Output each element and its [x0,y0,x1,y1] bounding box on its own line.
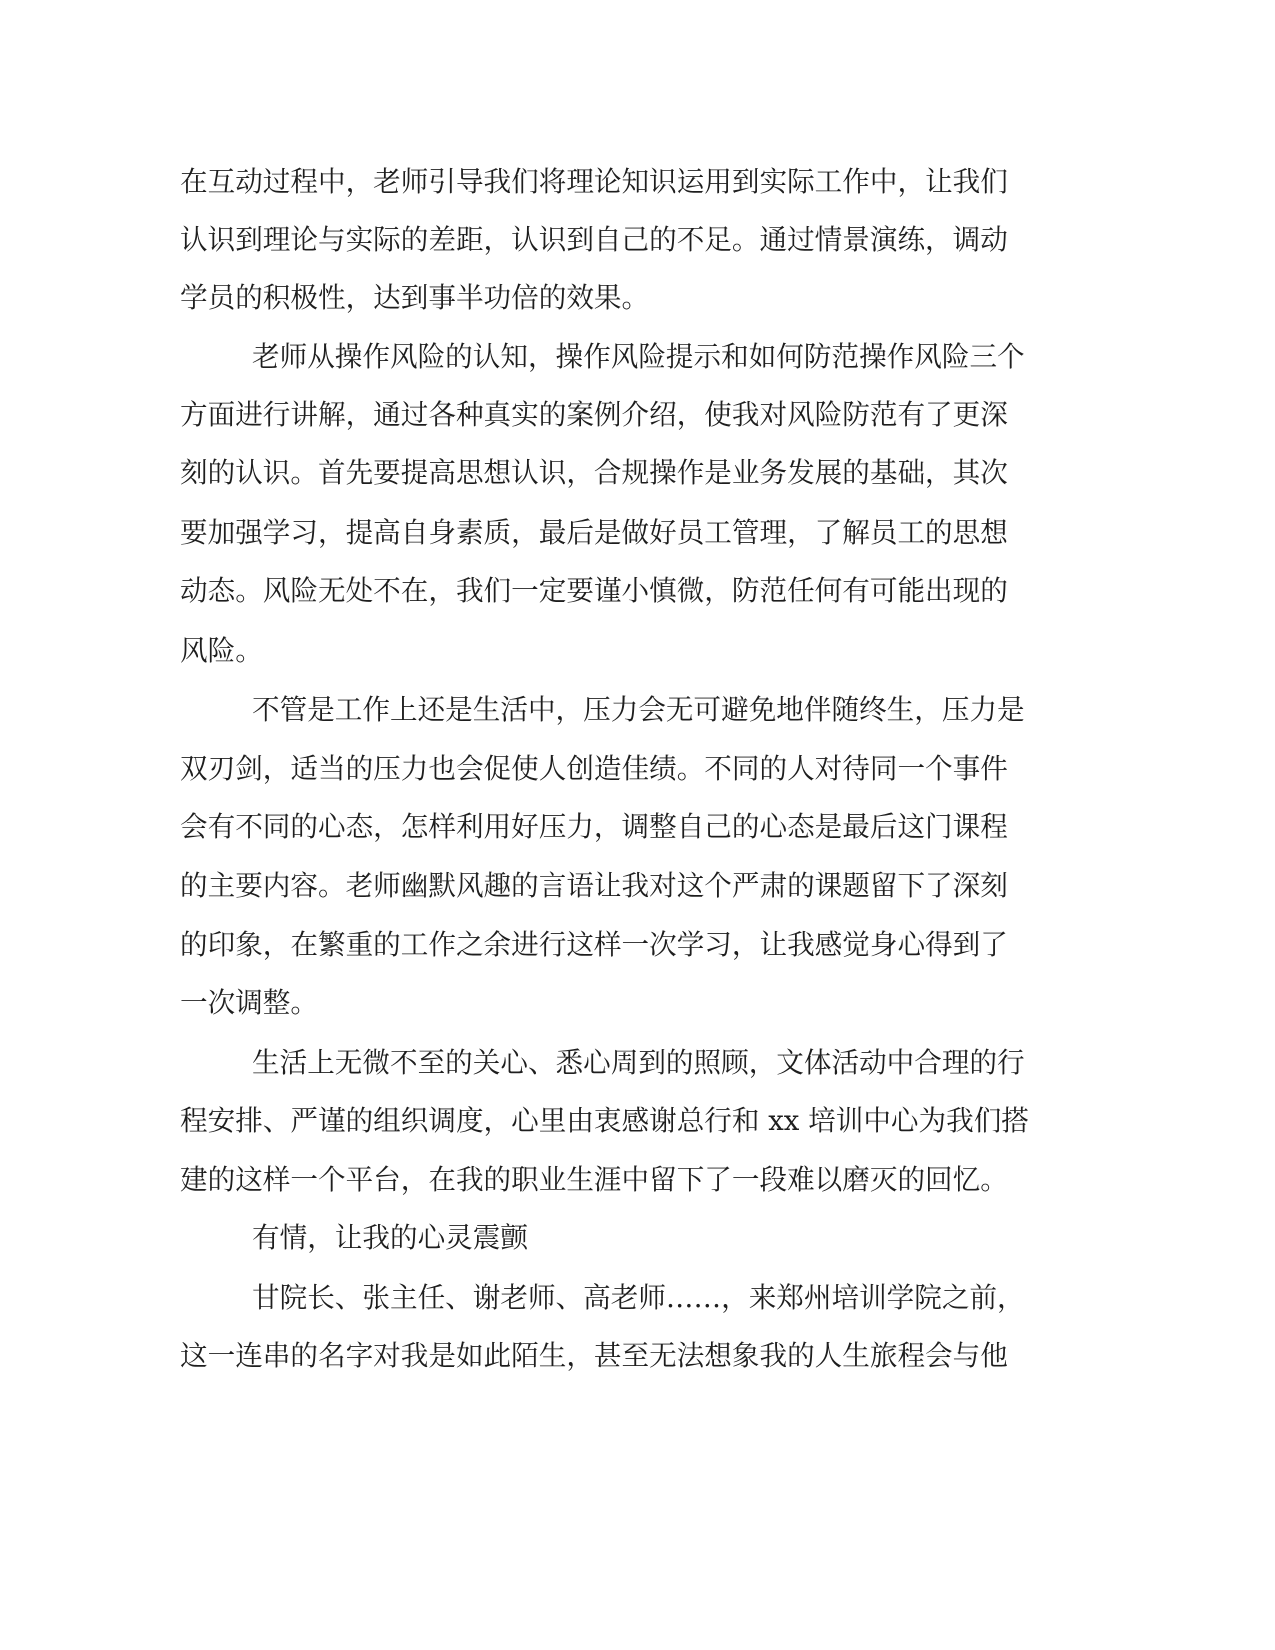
text-line: 学员的积极性，达到事半功倍的效果。 [180,281,650,314]
text-line: 建的这样一个平台，在我的职业生涯中留下了一段难以磨灭的回忆。 [180,1163,1008,1196]
text-line: 有情，让我的心灵震颤 [252,1221,528,1254]
text-line: 刻的认识。首先要提高思想认识，合规操作是业务发展的基础，其次 [180,456,1008,489]
text-line: 生活上无微不至的关心、悉心周到的照顾，文体活动中合理的行 [252,1046,1025,1079]
text-line: 方面进行讲解，通过各种真实的案例介绍，使我对风险防范有了更深 [180,398,1008,431]
text-line: 要加强学习，提高自身素质，最后是做好员工管理，了解员工的思想 [180,516,1008,549]
text-line: 不管是工作上还是生活中，压力会无可避免地伴随终生，压力是 [252,693,1025,726]
text-line: 认识到理论与实际的差距，认识到自己的不足。通过情景演练，调动 [180,223,1008,256]
text-line: 的主要内容。老师幽默风趣的言语让我对这个严肃的课题留下了深刻 [180,869,1008,902]
text-line: 一次调整。 [180,986,318,1019]
text-line: 风险。 [180,634,263,667]
text-line: 程安排、严谨的组织调度，心里由衷感谢总行和 xx 培训中心为我们搭 [180,1104,1029,1137]
text-line: 在互动过程中，老师引导我们将理论知识运用到实际工作中，让我们 [180,165,1008,198]
text-line: 双刃剑，适当的压力也会促使人创造佳绩。不同的人对待同一个事件 [180,752,1008,785]
text-line: 这一连串的名字对我是如此陌生，甚至无法想象我的人生旅程会与他 [180,1339,1008,1372]
text-line: 动态。风险无处不在，我们一定要谨小慎微，防范任何有可能出现的 [180,574,1008,607]
text-line: 的印象，在繁重的工作之余进行这样一次学习，让我感觉身心得到了 [180,928,1008,961]
text-line: 甘院长、张主任、谢老师、高老师……，来郑州培训学院之前， [252,1281,1025,1314]
text-line: 会有不同的心态，怎样利用好压力，调整自己的心态是最后这门课程 [180,810,1008,843]
text-line: 老师从操作风险的认知，操作风险提示和如何防范操作风险三个 [252,340,1025,373]
